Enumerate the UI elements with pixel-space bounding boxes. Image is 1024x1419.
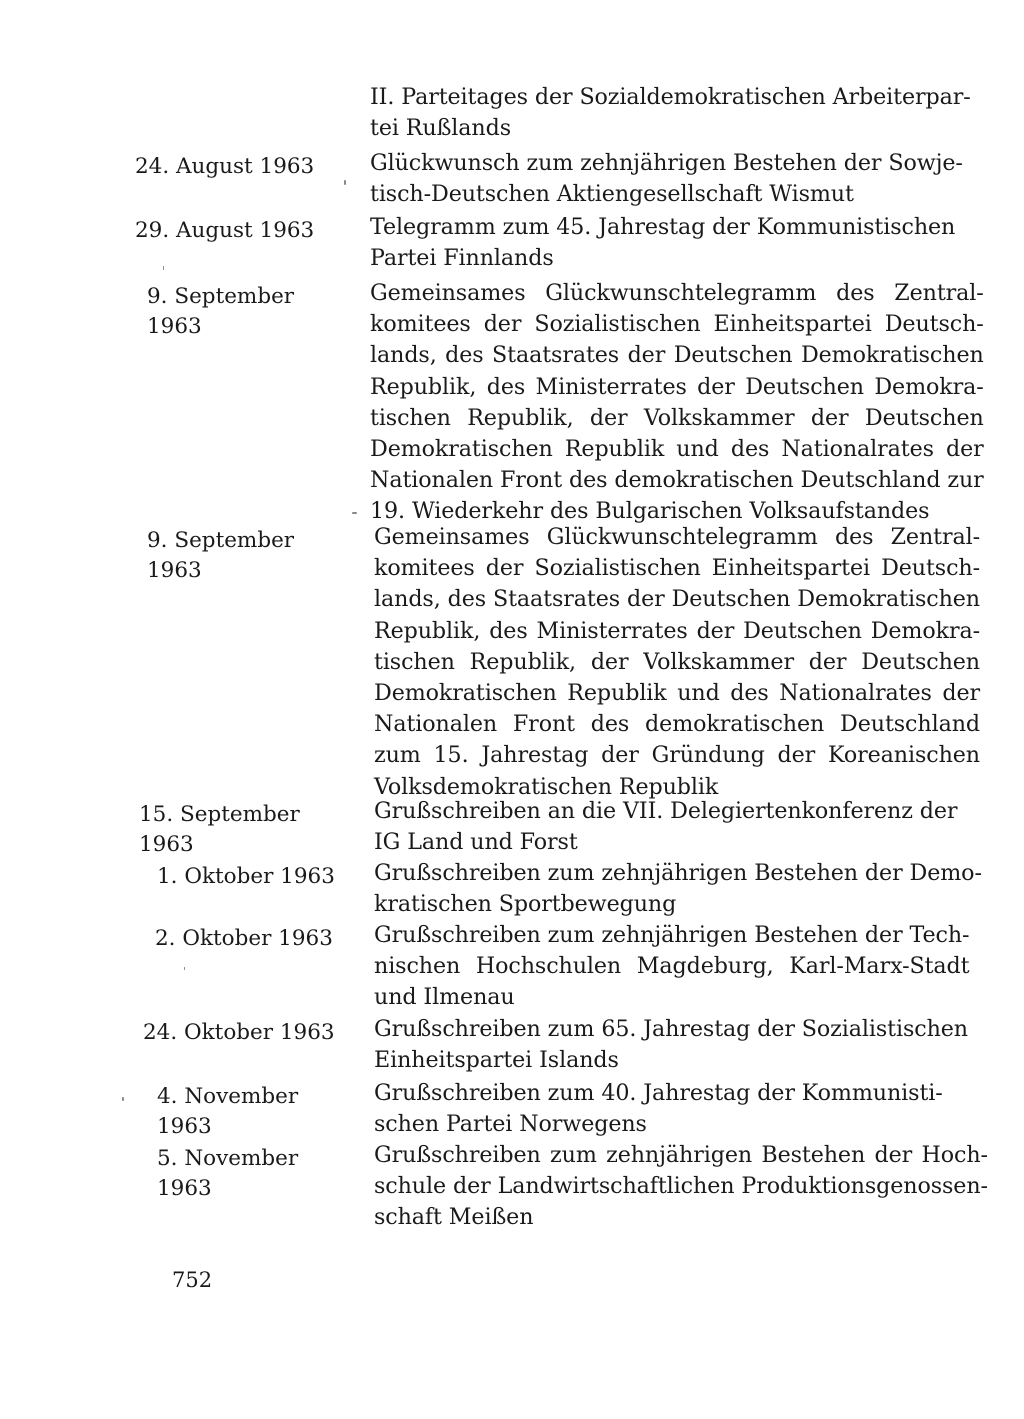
- description-line: Volksdemokratischen Republik: [374, 773, 719, 800]
- chronology-entry: [135, 858, 982, 920]
- description-line: Einheitspartei Islands: [374, 1047, 619, 1074]
- entry-date: [135, 920, 370, 954]
- chronology-entry: [135, 1140, 988, 1234]
- entry-description: [374, 522, 980, 803]
- entry-date-text: 9. September 1963: [147, 528, 295, 583]
- description-line: schen Partei Norwegens: [374, 1111, 647, 1138]
- description-line: IG Land und Forst: [374, 829, 578, 856]
- entry-description: [370, 82, 971, 144]
- description-line: Grußschreiben zum zehnjährigen Bestehen der Tech-: [374, 922, 970, 948]
- description-line: Republik, des Ministerrates der Deutschen Demokra-: [370, 373, 984, 400]
- description-line: zum 15. Jahrestag der Gründung der Koreanischen: [374, 742, 980, 769]
- entry-date-text: 15. September 1963: [139, 802, 300, 857]
- description-line: nischen Hochschulen Magdeburg, Karl-Marx-Stadt: [374, 953, 970, 980]
- chronology-entry: [135, 212, 956, 274]
- description-line: Demokratischen Republik und des Nationalrates der: [374, 680, 980, 707]
- entry-description: [374, 1014, 968, 1076]
- entry-date-text: 24. August 1963: [135, 154, 315, 179]
- chronology-entry: [135, 82, 971, 144]
- scan-speck: [352, 512, 357, 514]
- entry-description: [374, 796, 957, 858]
- description-line: Partei Finnlands: [370, 245, 554, 272]
- description-line: Grußschreiben zum zehnjährigen Bestehen der Demo-: [374, 860, 982, 886]
- description-line: Grußschreiben zum 40. Jahrestag der Kommunisti-: [374, 1080, 943, 1106]
- entry-description: [374, 920, 969, 1014]
- entry-date: [135, 796, 370, 860]
- entry-date: [135, 858, 370, 892]
- entry-date-text: 29. August 1963: [135, 218, 315, 243]
- chronology-entry: [135, 278, 984, 528]
- description-line: Grußschreiben an die VII. Delegiertenkonferenz der: [374, 798, 958, 824]
- entry-date: [135, 148, 370, 182]
- entry-date: [135, 1014, 370, 1048]
- entry-date-text: 4. November 1963: [157, 1084, 299, 1139]
- description-line: und Ilmenau: [374, 984, 515, 1011]
- chronology-entry: [135, 920, 970, 1014]
- description-line: lands, des Staatsrates der Deutschen Demokratischen: [374, 586, 980, 613]
- description-line: Nationalen Front des demokratischen Deutschland: [374, 711, 980, 738]
- description-line: Grußschreiben zum zehnjährigen Bestehen der Hoch-: [374, 1142, 988, 1168]
- description-line: lands, des Staatsrates der Deutschen Demokratischen: [370, 342, 984, 369]
- description-line: Nationalen Front des demokratischen Deutschland zur: [370, 467, 984, 494]
- description-line: Republik, des Ministerrates der Deutschen Demokra-: [374, 617, 980, 644]
- entry-date-text: 24. Oktober 1963: [143, 1020, 335, 1045]
- description-line: tei Rußlands: [370, 115, 512, 142]
- chronology-entry: [135, 1014, 968, 1076]
- entry-date: [135, 1140, 370, 1204]
- chronology-entry: [135, 1078, 943, 1142]
- scan-speck: [122, 1097, 124, 1101]
- scan-speck: [184, 967, 185, 970]
- description-line: Telegramm zum 45. Jahrestag der Kommunistischen: [370, 214, 956, 240]
- description-line: komitees der Sozialistischen Einheitspartei Deutsch-: [374, 555, 980, 582]
- description-line: Demokratischen Republik und des Nationalrates der: [370, 436, 984, 463]
- description-line: Gemeinsames Glückwunschtelegramm des Zentral-: [374, 524, 980, 550]
- description-line: II. Parteitages der Sozialdemokratischen Arbeiterpar-: [370, 84, 971, 110]
- page-number: 752: [172, 1268, 213, 1292]
- entry-date: [135, 278, 370, 342]
- chronology-entry: [135, 796, 958, 860]
- description-line: tischen Republik, der Volkskammer der Deutschen: [374, 648, 980, 675]
- description-line: schule der Landwirtschaftlichen Produktionsgenossen-: [374, 1173, 988, 1200]
- entry-description: [374, 858, 982, 920]
- description-line: Glückwunsch zum zehnjährigen Bestehen der Sowje-: [370, 150, 963, 176]
- entry-description: [370, 148, 963, 210]
- entry-date: [135, 1078, 370, 1142]
- description-line: komitees der Sozialistischen Einheitspartei Deutsch-: [370, 311, 984, 338]
- scan-speck: [163, 266, 164, 270]
- entry-date: [135, 212, 370, 246]
- entry-description: [374, 1140, 988, 1234]
- entry-date-text: 2. Oktober 1963: [155, 926, 333, 951]
- entry-date-text: 5. November 1963: [157, 1146, 299, 1201]
- entry-description: [374, 1078, 943, 1140]
- description-line: tisch-Deutschen Aktiengesellschaft Wismut: [370, 181, 854, 208]
- description-line: kratischen Sportbewegung: [374, 891, 677, 918]
- description-line: tischen Republik, der Volkskammer der Deutschen: [370, 404, 984, 431]
- description-line: schaft Meißen: [374, 1204, 534, 1231]
- description-line: Gemeinsames Glückwunschtelegramm des Zentral-: [370, 280, 984, 306]
- description-line: Grußschreiben zum 65. Jahrestag der Sozialistischen: [374, 1016, 968, 1042]
- entry-description: [370, 212, 955, 274]
- entry-date: [135, 522, 370, 586]
- description-line: 19. Wiederkehr des Bulgarischen Volksaufstandes: [370, 498, 930, 525]
- scan-speck: [344, 180, 346, 185]
- entry-date: [135, 82, 370, 116]
- chronology-entry: [135, 148, 963, 210]
- entry-date-text: 9. September 1963: [147, 284, 295, 339]
- entry-date-text: 1. Oktober 1963: [157, 864, 335, 889]
- chronology-entry: [135, 522, 980, 803]
- entry-description: [370, 278, 984, 528]
